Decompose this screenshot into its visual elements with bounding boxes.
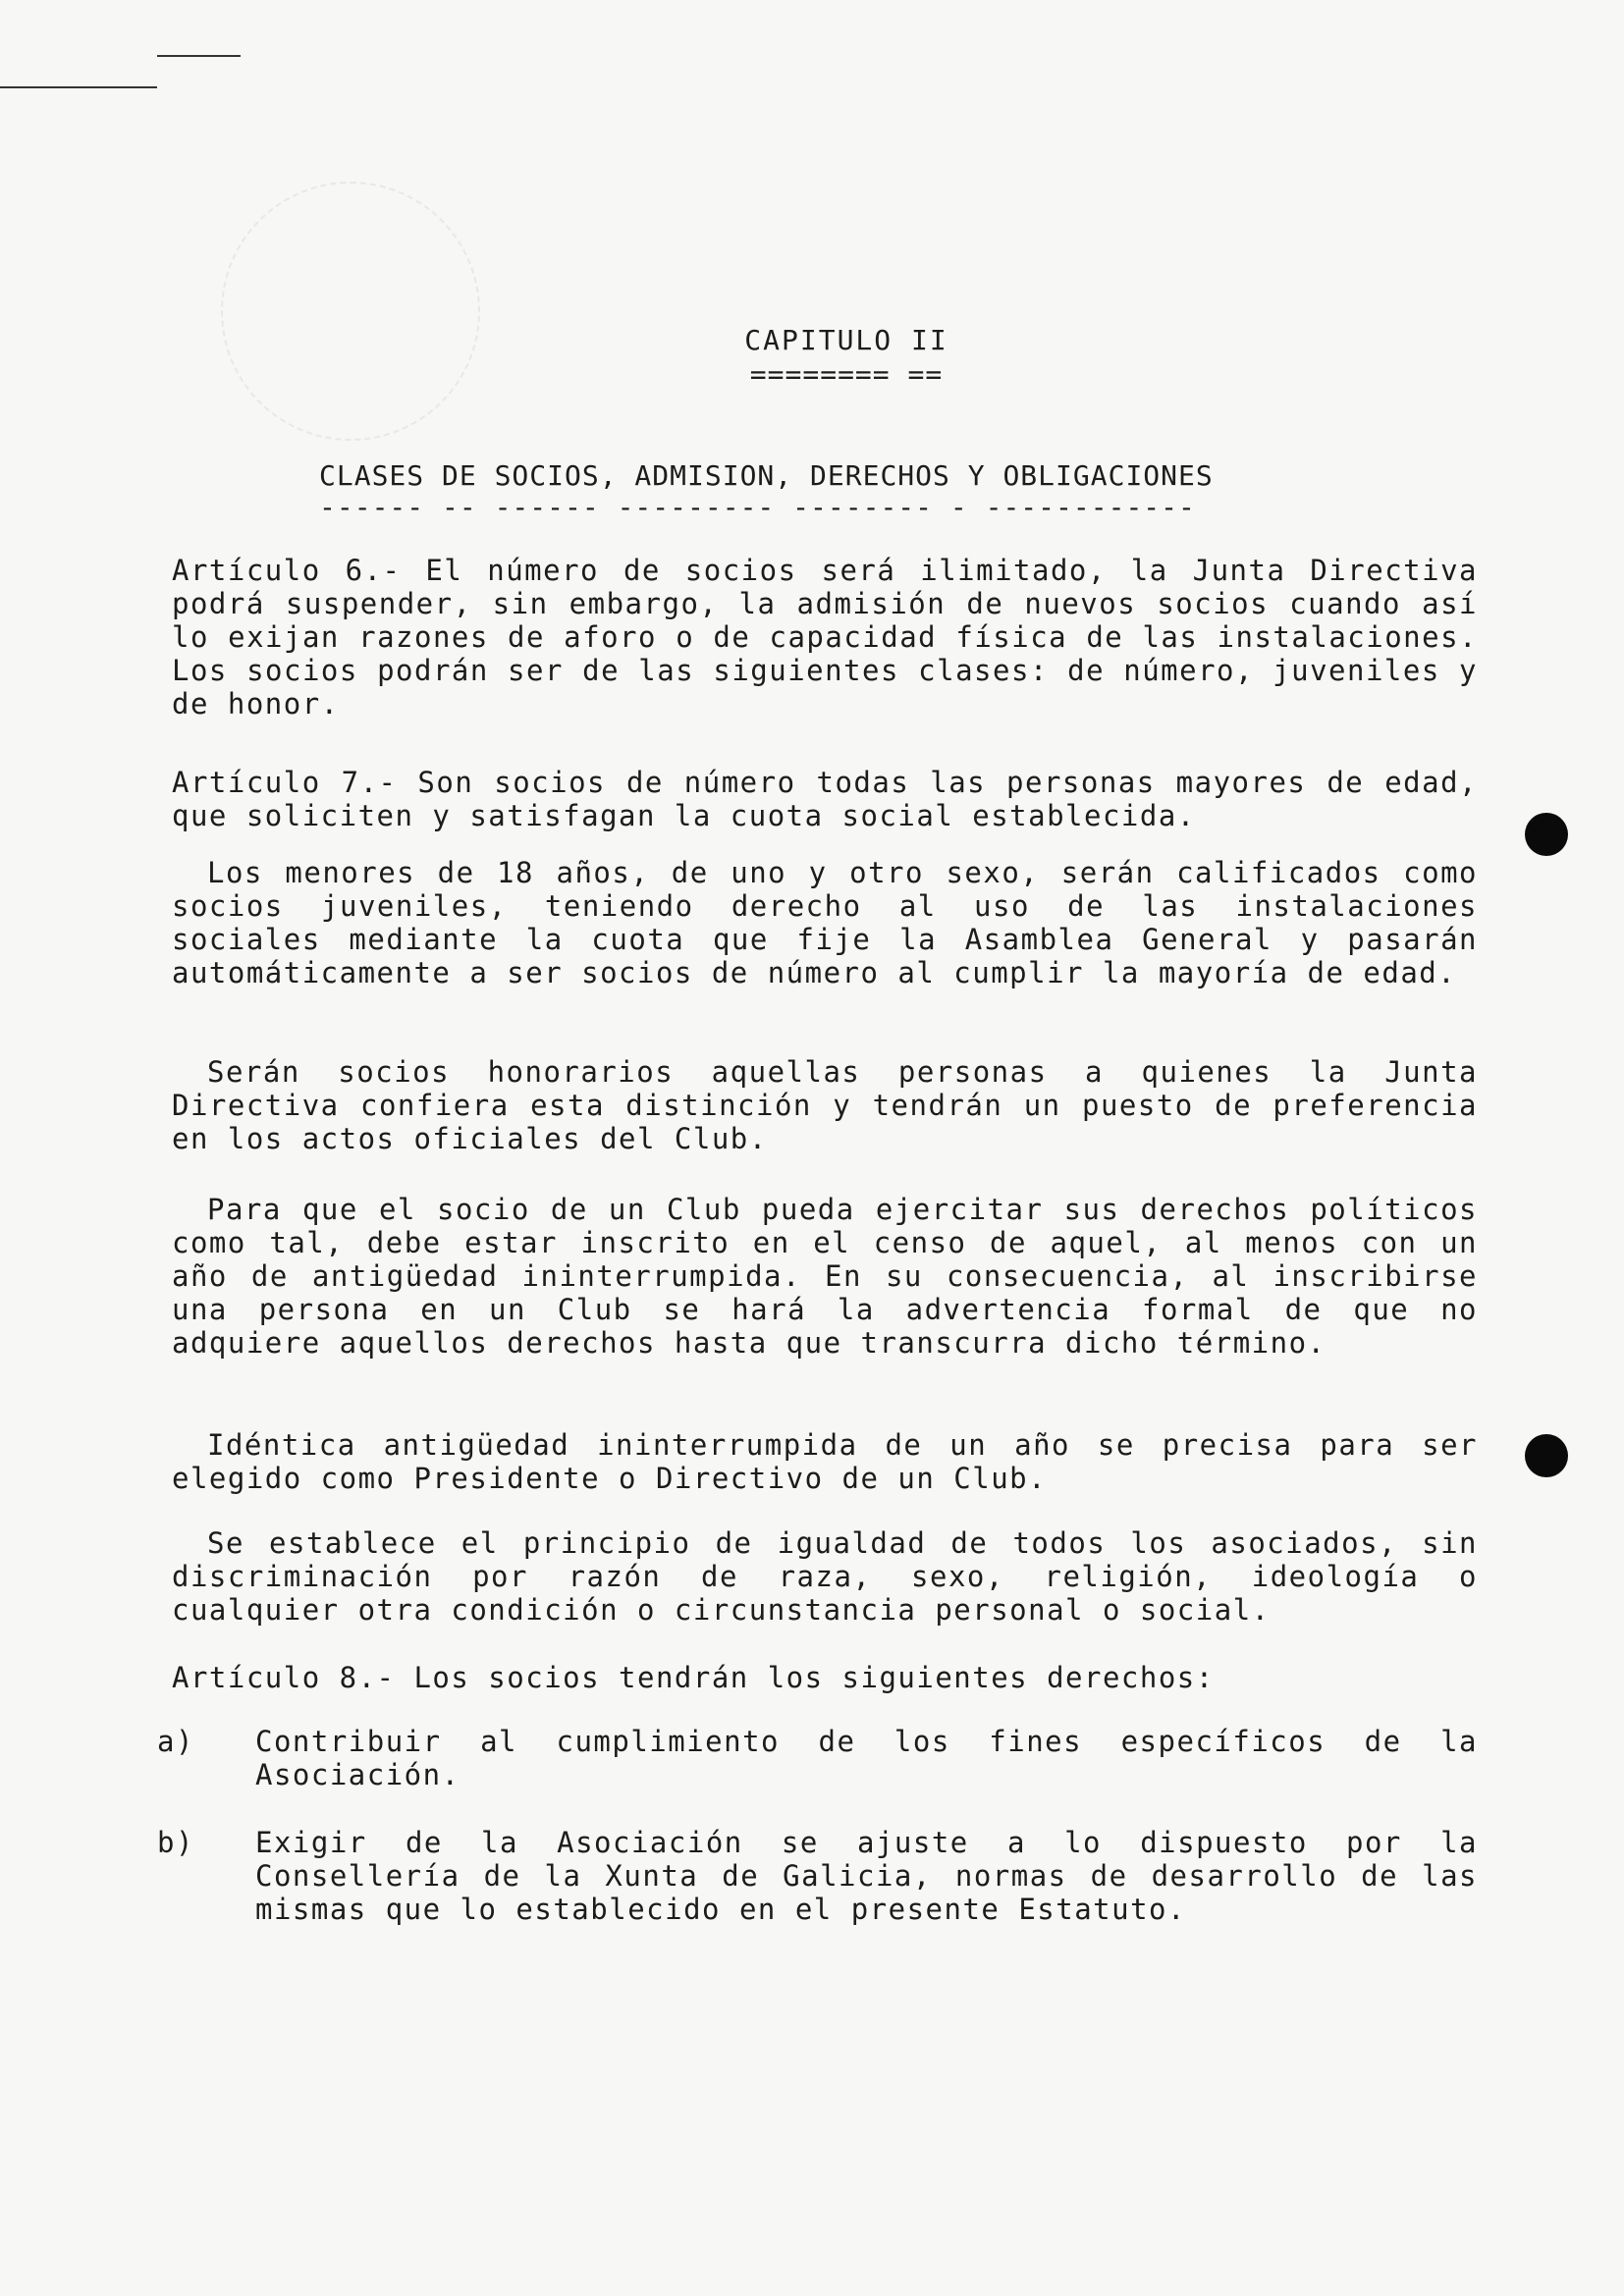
scan-mark — [157, 55, 241, 57]
punch-hole — [1525, 813, 1568, 856]
paragraph-article-7: Artículo 7.- Son socios de número todas las personas mayores de edad, que soliciten y satisfagan la cuota social establecida. — [172, 766, 1478, 832]
section-underline: ------ -- ------ --------- -------- - ------------ — [319, 491, 1196, 523]
paragraph-seniority: Idéntica antigüedad ininterrumpida de un año se precisa para ser elegido como Presidente o Directivo de un Club. — [172, 1428, 1478, 1495]
paragraph-political-rights: Para que el socio de un Club pueda ejercitar sus derechos políticos como tal, debe estar inscrito en el censo de aquel, al menos con un año de antigüedad ininterrumpida. En su consecuencia, al inscribirse una persona en un Club se hará la advertencia formal de que no adquiere aquellos derechos hasta que transcurra dicho término. — [172, 1193, 1478, 1360]
faded-stamp — [221, 182, 480, 441]
chapter-title: CAPITULO II — [744, 324, 948, 356]
paragraph-minors: Los menores de 18 años, de uno y otro sexo, serán calificados como socios juveniles, teniendo derecho al uso de las instalaciones sociales mediante la cuota que fije la Asamblea General y pasarán automáticamente a ser socios de número al cumplir la mayoría de edad. — [172, 856, 1478, 989]
list-item-text: Exigir de la Asociación se ajuste a lo dispuesto por la Consellería de la Xunta de Galicia, normas de desarrollo de las mismas que lo establecido en el presente Estatuto. — [255, 1826, 1478, 1926]
list-item-letter: a) — [157, 1725, 194, 1758]
punch-hole — [1525, 1434, 1568, 1477]
chapter-underline: ======== == — [749, 358, 944, 391]
section-title: CLASES DE SOCIOS, ADMISION, DERECHOS Y OBLIGACIONES — [319, 459, 1214, 492]
paragraph-article-8: Artículo 8.- Los socios tendrán los siguientes derechos: — [172, 1661, 1215, 1694]
paragraph-article-6: Artículo 6.- El número de socios será ilimitado, la Junta Directiva podrá suspender, sin embargo, la admisión de nuevos socios cuando así lo exijan razones de aforo o de capacidad física de las instalaciones. Los socios podrán ser de las siguientes clases: de número, juveniles y de honor. — [172, 554, 1478, 721]
list-item-text: Contribuir al cumplimiento de los fines específicos de la Asociación. — [255, 1725, 1478, 1791]
list-item-letter: b) — [157, 1826, 194, 1859]
scan-mark — [0, 86, 157, 88]
paragraph-equality: Se establece el principio de igualdad de todos los asociados, sin discriminación por razón de raza, sexo, religión, ideología o cualquier otra condición o circunstancia personal o social. — [172, 1526, 1478, 1627]
paragraph-honorary: Serán socios honorarios aquellas personas a quienes la Junta Directiva confiera esta distinción y tendrán un puesto de preferencia en los actos oficiales del Club. — [172, 1055, 1478, 1155]
